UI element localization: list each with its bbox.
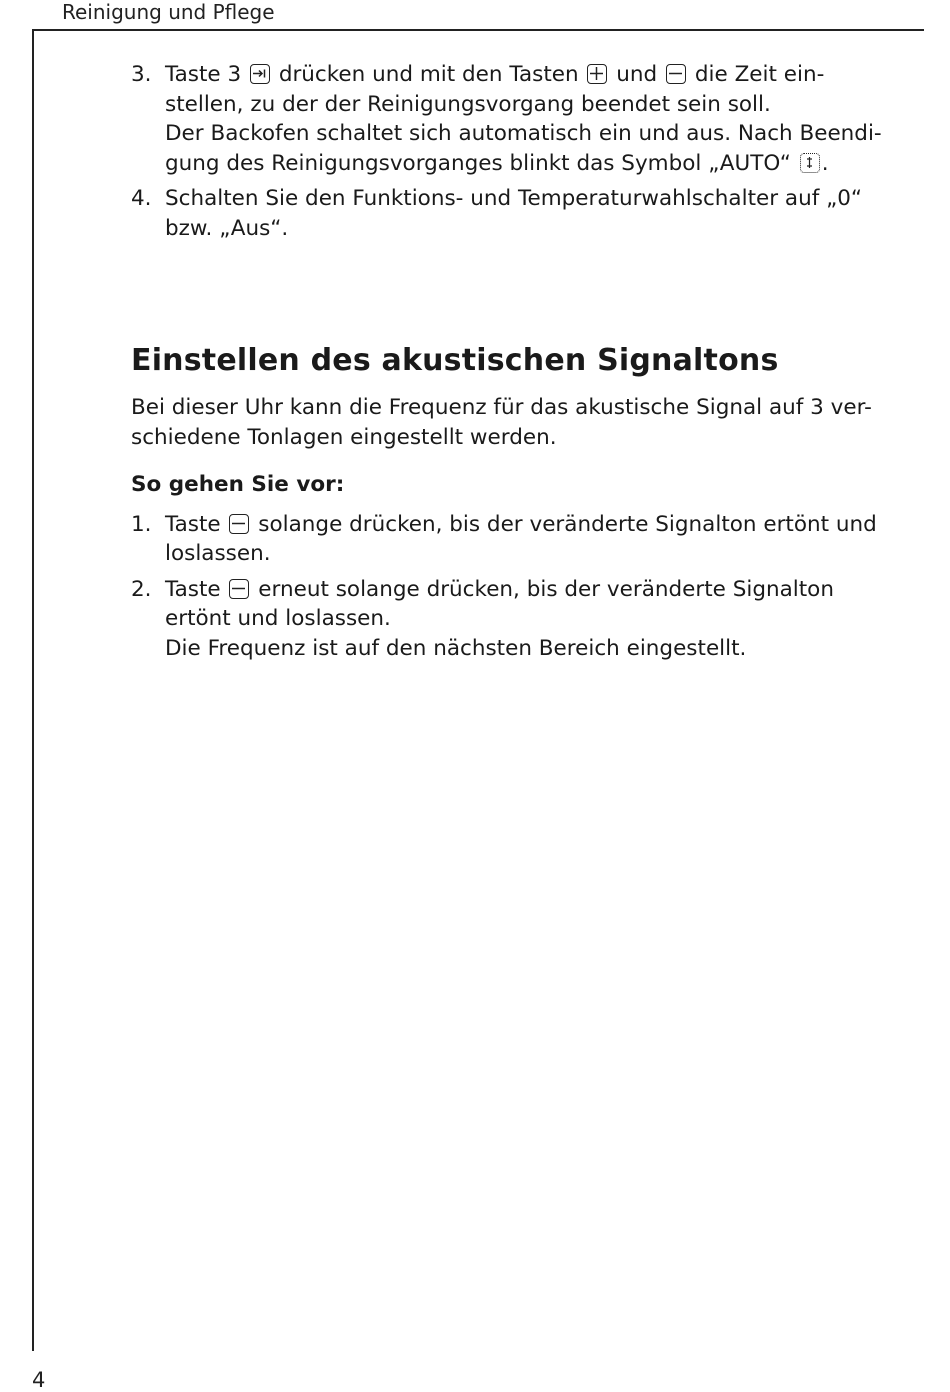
minus-key-icon [666, 64, 686, 84]
list-item [131, 60, 891, 178]
header-rule [32, 29, 924, 31]
step-text: Taste [165, 511, 221, 537]
signal-steps-list [131, 510, 891, 664]
page-number: 4 [32, 1368, 46, 1392]
section-intro: Bei dieser Uhr kann die Frequenz für das akustische Signal auf 3 ver- schiedene Tonlagen eingestellt werden. [131, 395, 872, 450]
steps-top-list [131, 60, 891, 243]
step-text: Taste 3 [165, 62, 242, 87]
step-text: gung des Reinigungsvorganges blinkt das Symbol „AUTO“ [165, 150, 791, 176]
step-text: Schalten Sie den Funktions- und Temperaturwahlschalter auf „0“ bzw. „Aus“. [165, 186, 863, 241]
step-number: 1. [131, 511, 152, 537]
step-text: die Zeit ein- [694, 62, 825, 87]
list-item [131, 510, 891, 569]
step-text: Die Frequenz ist auf den nächsten Bereich eingestellt. [165, 635, 747, 661]
running-header: Reinigung und Pflege [62, 0, 275, 24]
timer-end-key-icon [250, 64, 270, 84]
step-text: drücken und mit den Tasten [278, 62, 579, 87]
step-text: Taste [165, 576, 221, 602]
step-text: und [616, 62, 658, 87]
minus-key-icon [229, 514, 249, 534]
margin-rule [32, 29, 34, 1351]
page-content [131, 60, 891, 669]
list-item [131, 184, 891, 243]
auto-symbol-icon [800, 153, 820, 173]
step-text: Der Backofen schaltet sich automatisch ein und aus. Nach Beendi- [165, 121, 882, 146]
step-text: stellen, zu der der Reinigungsvorgang beendet sein soll. [165, 91, 771, 117]
step-number: 2. [131, 576, 152, 602]
step-number: 4. [131, 186, 152, 211]
plus-key-icon [587, 64, 607, 84]
section-title: Einstellen des akustischen Signaltons [131, 343, 779, 378]
step-number: 3. [131, 62, 152, 87]
list-item [131, 575, 891, 664]
step-text: . [821, 150, 829, 176]
minus-key-icon [229, 579, 249, 599]
procedure-subheading: So gehen Sie vor: [131, 472, 345, 497]
step-text: erneut solange drücken, bis der veränderte Signalton ertönt und loslassen. [165, 576, 834, 631]
step-text: solange drücken, bis der veränderte Signalton ertönt und loslassen. [165, 511, 877, 566]
